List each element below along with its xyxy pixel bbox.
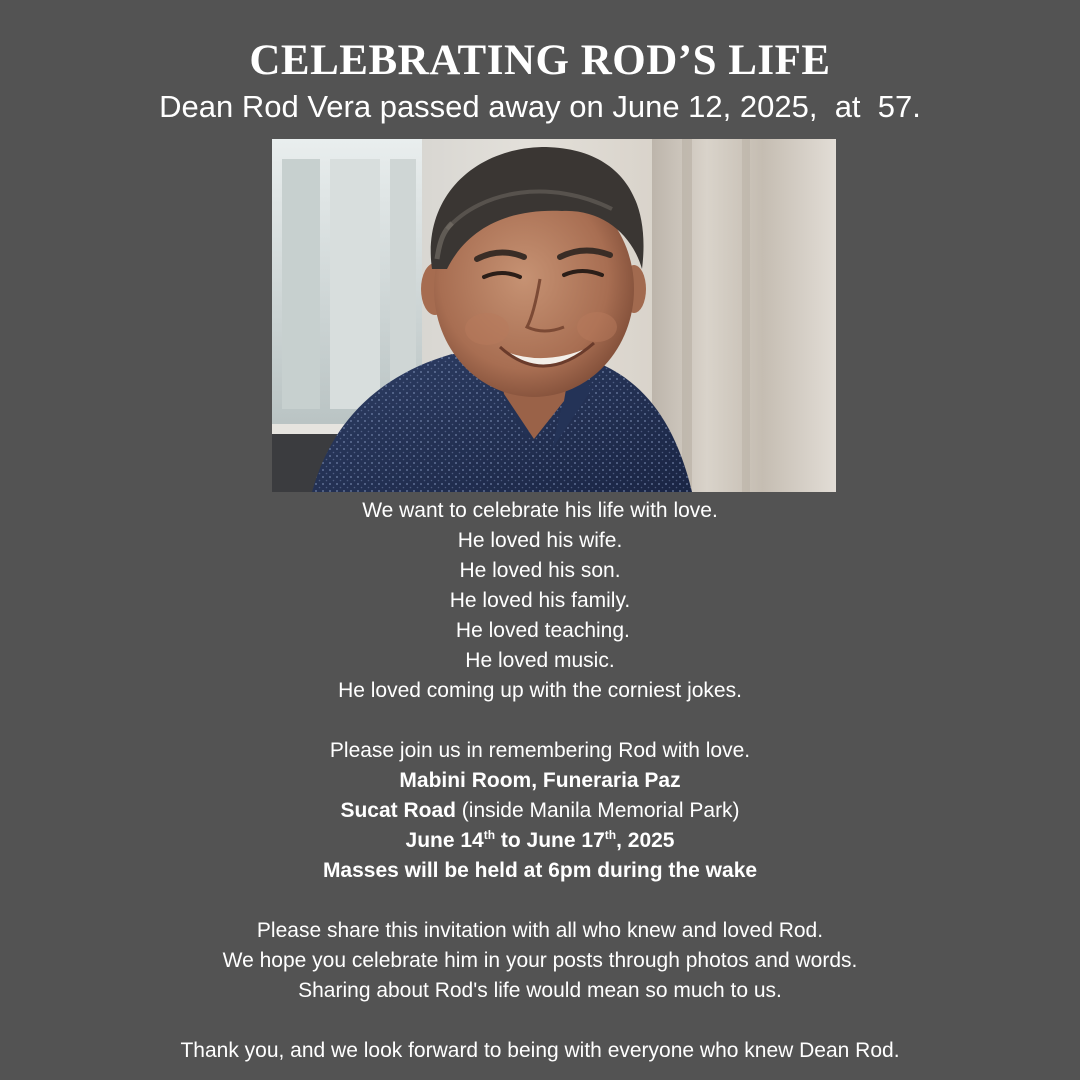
message-body [0,496,1080,1066]
love-line: He loved his wife. [457,529,623,552]
subtitle: Dean Rod Vera passed away on June 12, 2025, at 57. [159,89,921,124]
love-line: He loved his son. [459,559,621,582]
love-line: He loved music. [465,649,615,672]
share-line: Sharing about Rod's life would mean so much to us. [298,979,782,1002]
spacer [0,1006,1080,1036]
love-line: We want to celebrate his life with love. [362,499,718,522]
spacer [0,886,1080,916]
love-line: He loved coming up with the corniest jokes. [338,679,742,702]
road-note: (inside Manila Memorial Park) [455,799,740,822]
love-line: He loved teaching. [450,619,630,642]
start-suffix: th [483,828,496,842]
date-connector: to June 17 [495,829,605,852]
spacer [0,706,1080,736]
invitation-intro: Please join us in remembering Rod with love. [329,739,751,762]
wake-dates [0,826,1080,856]
masses-info: Masses will be held at 6pm during the wake [322,859,758,882]
share-line: Please share this invitation with all who knew and loved Rod. [256,919,824,942]
portrait-photo [272,139,836,492]
venue-address [0,796,1080,826]
road-name: Sucat Road [340,799,456,822]
share-line: We hope you celebrate him in your posts through photos and words. [222,949,858,972]
start-day: June 14 [405,829,484,852]
venue-name: Mabini Room, Funeraria Paz [399,769,681,792]
end-suffix: th [604,828,617,842]
page-title: CELEBRATING ROD’S LIFE [249,37,831,84]
love-line: He loved his family. [449,589,631,612]
date-year: , 2025 [616,829,675,852]
closing-line: Thank you, and we look forward to being with everyone who knew Dean Rod. [180,1039,900,1062]
